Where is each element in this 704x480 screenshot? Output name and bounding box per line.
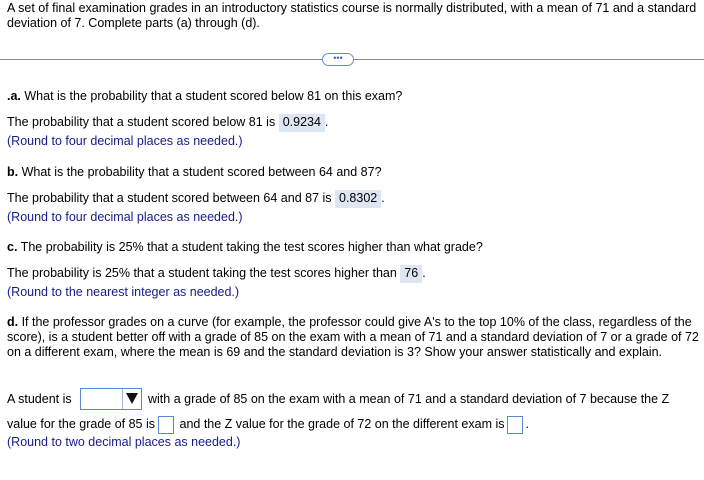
part-a-prompt-text: What is the probability that a student scored below 81 on this exam? <box>20 89 403 103</box>
part-d-line2 <box>7 414 529 434</box>
part-d-prompt <box>7 315 699 360</box>
part-c-label: c. <box>7 240 18 254</box>
part-a-answer-prefix: The probability that a student scored below 81 is <box>7 115 279 129</box>
more-button[interactable]: ••• <box>322 53 354 66</box>
part-c-prompt-text: The probability is 25% that a student taking the test scores higher than what grade? <box>17 240 483 254</box>
part-d-label: d. <box>7 315 19 329</box>
part-c-answer-value[interactable]: 76 <box>400 265 422 283</box>
part-b-hint: (Round to four decimal places as needed.) <box>7 210 243 224</box>
part-d-line2-suffix: . <box>525 417 529 431</box>
part-d-line2-prefix: value for the grade of 85 is <box>7 417 156 431</box>
part-a-label: .a. <box>7 89 21 103</box>
question-intro: A set of final examination grades in an introductory statistics course is normally distributed, with a mean of 71 and a standard deviation of 7. Complete parts (a) through (d). <box>7 1 697 30</box>
part-a-answer-value[interactable]: 0.9234 <box>279 114 325 132</box>
part-b-answer-line <box>7 190 385 208</box>
part-d-line1-suffix: with a grade of 85 on the exam with a mean of 71 and a standard deviation of 7 because the Z <box>148 392 670 406</box>
part-c-answer-prefix: The probability is 25% that a student taking the test scores higher than <box>7 266 401 280</box>
part-a-answer-line <box>7 114 328 132</box>
part-b-prompt-text: What is the probability that a student scored between 64 and 87? <box>18 165 382 179</box>
z-value-85-input[interactable] <box>158 416 174 434</box>
part-c-hint: (Round to the nearest integer as needed.) <box>7 285 240 299</box>
part-b-answer-value[interactable]: 0.8302 <box>335 190 381 208</box>
part-a-answer-suffix: . <box>324 115 329 129</box>
part-b-answer-prefix: The probability that a student scored between 64 and 87 is <box>7 191 335 205</box>
part-c-answer-line <box>7 265 426 283</box>
part-c-answer-suffix: . <box>422 266 426 280</box>
part-b-prompt <box>7 165 382 179</box>
part-a-prompt <box>7 89 402 103</box>
part-d-prompt-text: If the professor grades on a curve (for example, the professor could give A's to the top 10% of the class, regardless of the score), is a student better off with a grade of 85 on the exam with a mean of 71 and a standard deviation of 7 or a grade of 72 on a different exam, where the mean is 69 and the standard deviation is 3? Show your answer statistically and explain. <box>7 315 699 359</box>
part-b-answer-suffix: . <box>381 191 385 205</box>
part-c-prompt <box>7 240 483 254</box>
part-b-label: b. <box>7 165 19 179</box>
dropdown-arrow-icon <box>126 393 138 404</box>
select-separator <box>122 389 123 409</box>
part-d-line1-prefix: A student is <box>7 392 72 406</box>
part-d-hint: (Round to two decimal places as needed.) <box>7 435 241 449</box>
z-value-72-input[interactable] <box>507 416 523 434</box>
better-worse-select[interactable] <box>80 388 142 410</box>
part-a-hint: (Round to four decimal places as needed.) <box>7 134 243 148</box>
part-d-line2-middle: and the Z value for the grade of 72 on the different exam is <box>179 417 505 431</box>
